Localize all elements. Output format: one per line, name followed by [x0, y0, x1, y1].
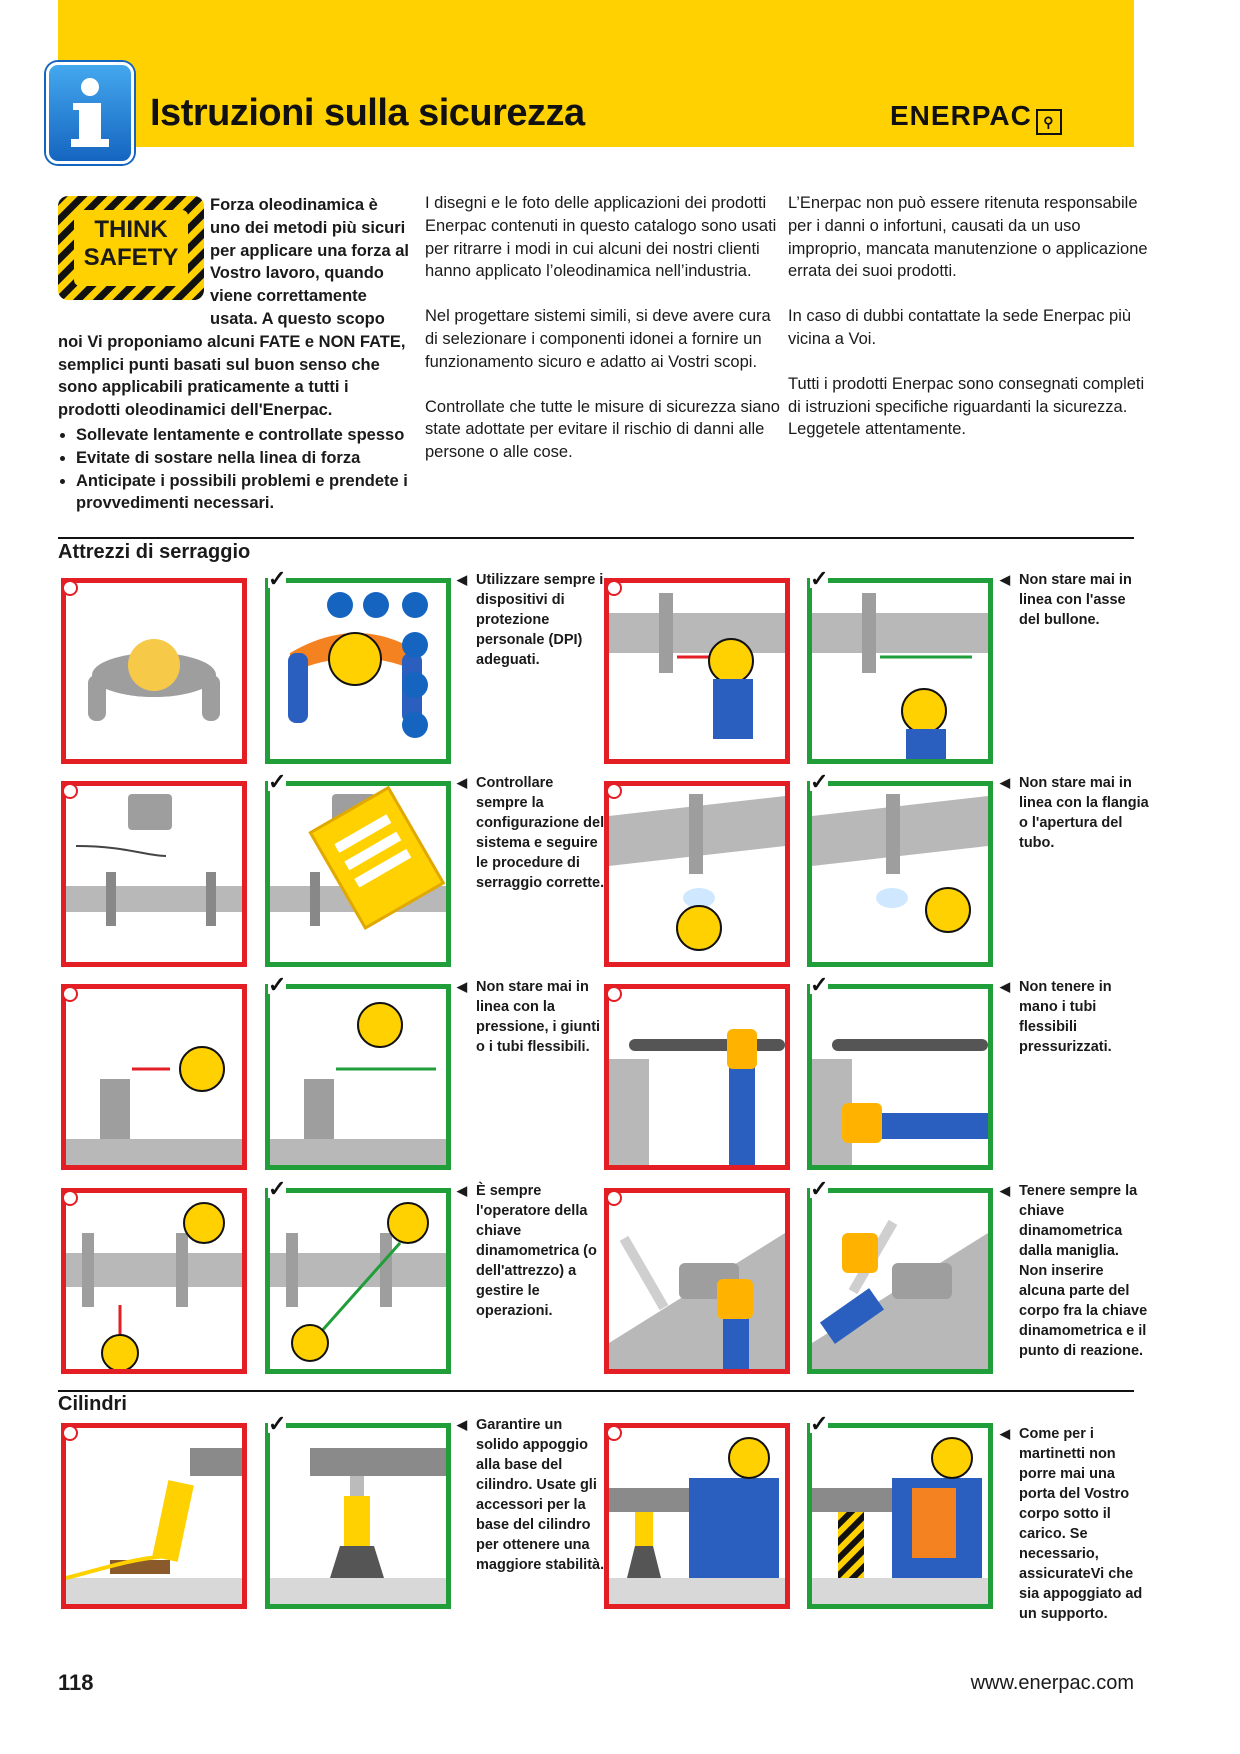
- panel-do-jacks: [807, 1423, 993, 1609]
- pointer-icon: ◀: [457, 572, 467, 587]
- panel-dont-config: [61, 781, 247, 967]
- pointer-icon: ◀: [1000, 1426, 1010, 1441]
- logo-mark-icon: ⚲: [1036, 109, 1062, 135]
- prohibited-icon: [62, 1425, 78, 1441]
- col3-paragraph: Tutti i prodotti Enerpac sono consegnati completi di istruzioni specifiche riguardanti la sicurezza. Leggetele attentamente.: [788, 374, 1145, 439]
- panel-do-base: [265, 1423, 451, 1609]
- prohibited-icon: [606, 580, 622, 596]
- caption-ppe: [457, 570, 606, 670]
- panel-dont-flange: [604, 781, 790, 967]
- section-rule: [58, 537, 1134, 539]
- pointer-icon: ◀: [1000, 775, 1010, 790]
- intro-bullets: [58, 424, 410, 515]
- section-title-cylinders: Cilindri: [58, 1393, 127, 1415]
- caption-hoses: [1000, 977, 1149, 1057]
- pointer-icon: ◀: [1000, 1183, 1010, 1198]
- caption-text: Non stare mai in linea con la pressione, i giunti o i tubi flessibili.: [476, 979, 601, 1055]
- caption-base: [457, 1415, 606, 1575]
- pointer-icon: ◀: [1000, 979, 1010, 994]
- caption-wrench: [1000, 1181, 1149, 1361]
- panel-do-ppe: [265, 578, 451, 764]
- column-3: [788, 192, 1148, 463]
- caption-jacks: [1000, 1424, 1149, 1624]
- prohibited-icon: [606, 986, 622, 1002]
- bullet-item: • Anticipate i possibili problemi e prendete i provvedimenti necessari.: [76, 470, 410, 516]
- pointer-icon: ◀: [457, 1417, 467, 1432]
- intro-paragraph: Forza oleodinamica è uno dei metodi più sicuri per applicare una forza al Vostro lavoro, quando viene correttamente usata. A questo scopo noi Vi proponiamo alcuni FATE e NON FATE, semplici punti basati sul buon senso che sono applicabili praticamente a tutti i prodotti oleodinamici dell'Enerpac.: [58, 196, 409, 420]
- check-icon: ✓: [810, 769, 829, 794]
- caption-operator: [457, 1181, 606, 1321]
- section-rule: [58, 1390, 1134, 1392]
- check-icon: ✓: [268, 972, 287, 997]
- pointer-icon: ◀: [457, 1183, 467, 1198]
- check-icon: ✓: [268, 566, 287, 591]
- col3-paragraph: L’Enerpac non può essere ritenuta responsabile per i danni o infortuni, causati da un uso improprio, mancata manutenzione o applicazione errata dei suoi prodotti.: [788, 194, 1148, 281]
- prohibited-icon: [606, 1190, 622, 1206]
- check-icon: ✓: [810, 1411, 829, 1436]
- panel-dont-wrench: [604, 1188, 790, 1374]
- caption-text: Non stare mai in linea con l'asse del bullone.: [1019, 572, 1132, 628]
- prohibited-icon: [62, 986, 78, 1002]
- col2-paragraph: Controllate che tutte le misure di sicurezza siano state adottate per evitare il rischio di danni alle persone o alle cose.: [425, 397, 780, 462]
- panel-do-wrench: [807, 1188, 993, 1374]
- check-icon: ✓: [810, 566, 829, 591]
- pointer-icon: ◀: [457, 979, 467, 994]
- think-label: THINK: [94, 216, 168, 243]
- caption-bolt-axis: [1000, 570, 1149, 630]
- check-icon: ✓: [810, 972, 829, 997]
- info-icon: [46, 62, 134, 164]
- logo-text: ENERPAC: [890, 100, 1032, 131]
- bullet-item: • Sollevate lentamente e controllate spesso: [76, 424, 410, 447]
- bullet-item: • Evitate di sostare nella linea di forza: [76, 447, 410, 470]
- panel-dont-pressure: [61, 984, 247, 1170]
- caption-text: Utilizzare sempre i dispositivi di protezione personale (DPI) adeguati.: [476, 572, 604, 668]
- prohibited-icon: [62, 1190, 78, 1206]
- caption-text: Garantire un solido appoggio alla base del cilindro. Usate gli accessori per la base del cilindro per ottenere una maggiore stabilità.: [476, 1417, 605, 1573]
- panel-do-pressure: [265, 984, 451, 1170]
- panel-do-bolt-axis: [807, 578, 993, 764]
- check-icon: ✓: [268, 1411, 287, 1436]
- prohibited-icon: [606, 1425, 622, 1441]
- panel-dont-no-ppe: [61, 578, 247, 764]
- prohibited-icon: [62, 580, 78, 596]
- col3-paragraph: In caso di dubbi contattate la sede Enerpac più vicina a Voi.: [788, 307, 1132, 348]
- check-icon: ✓: [268, 1176, 287, 1201]
- caption-text: Non stare mai in linea con la flangia o l'apertura del tubo.: [1019, 775, 1149, 851]
- panel-dont-operator: [61, 1188, 247, 1374]
- caption-config: [457, 773, 606, 893]
- intro-text: [58, 194, 410, 515]
- prohibited-icon: [606, 783, 622, 799]
- panel-dont-base: [61, 1423, 247, 1609]
- panel-do-hoses: [807, 984, 993, 1170]
- caption-text: Controllare sempre la configurazione del sistema e seguire le procedure di serraggio corrette.: [476, 775, 605, 891]
- caption-text: Non tenere in mano i tubi flessibili pressurizzati.: [1019, 979, 1112, 1055]
- pointer-icon: ◀: [457, 775, 467, 790]
- panel-do-config: [265, 781, 451, 967]
- safety-label: SAFETY: [83, 244, 179, 271]
- panel-dont-hoses: [604, 984, 790, 1170]
- caption-text: È sempre l'operatore della chiave dinamometrica (o dell'attrezzo) a gestire le operazioni.: [476, 1183, 597, 1319]
- caption-text: Come per i martinetti non porre mai una porta del Vostro corpo sotto il carico. Se necessario, assicurateVi che sia appoggiato ad un supporto.: [1019, 1426, 1143, 1622]
- page-title: Istruzioni sulla sicurezza: [150, 92, 585, 134]
- caption-pressure: [457, 977, 606, 1057]
- col2-paragraph: I disegni e le foto delle applicazioni dei prodotti Enerpac contenuti in questo catalogo sono usati per ritrarre i modi in cui alcuni dei nostri clienti hanno applicato l’oleodinamica nell’industria.: [425, 194, 777, 281]
- panel-do-flange: [807, 781, 993, 967]
- panel-do-operator: [265, 1188, 451, 1374]
- website-link[interactable]: www.enerpac.com: [970, 1672, 1134, 1694]
- check-icon: ✓: [268, 769, 287, 794]
- col2-paragraph: Nel progettare sistemi simili, si deve avere cura di selezionare i componenti idonei a fornire un funzionamento sicuro e adatto ai Vostri scopi.: [425, 307, 771, 371]
- column-2: [425, 192, 785, 486]
- prohibited-icon: [62, 783, 78, 799]
- caption-text: Tenere sempre la chiave dinamometrica dalla maniglia. Non inserire alcuna parte del corpo fra la chiave dinamometrica e il punto di reazione.: [1019, 1183, 1148, 1359]
- check-icon: ✓: [810, 1176, 829, 1201]
- panel-dont-bolt-axis: [604, 578, 790, 764]
- section-title-tools: Attrezzi di serraggio: [58, 541, 251, 563]
- pointer-icon: ◀: [1000, 572, 1010, 587]
- page-number: 118: [58, 1670, 94, 1695]
- caption-flange: [1000, 773, 1149, 853]
- enerpac-logo: [890, 100, 1062, 135]
- panel-dont-jacks: [604, 1423, 790, 1609]
